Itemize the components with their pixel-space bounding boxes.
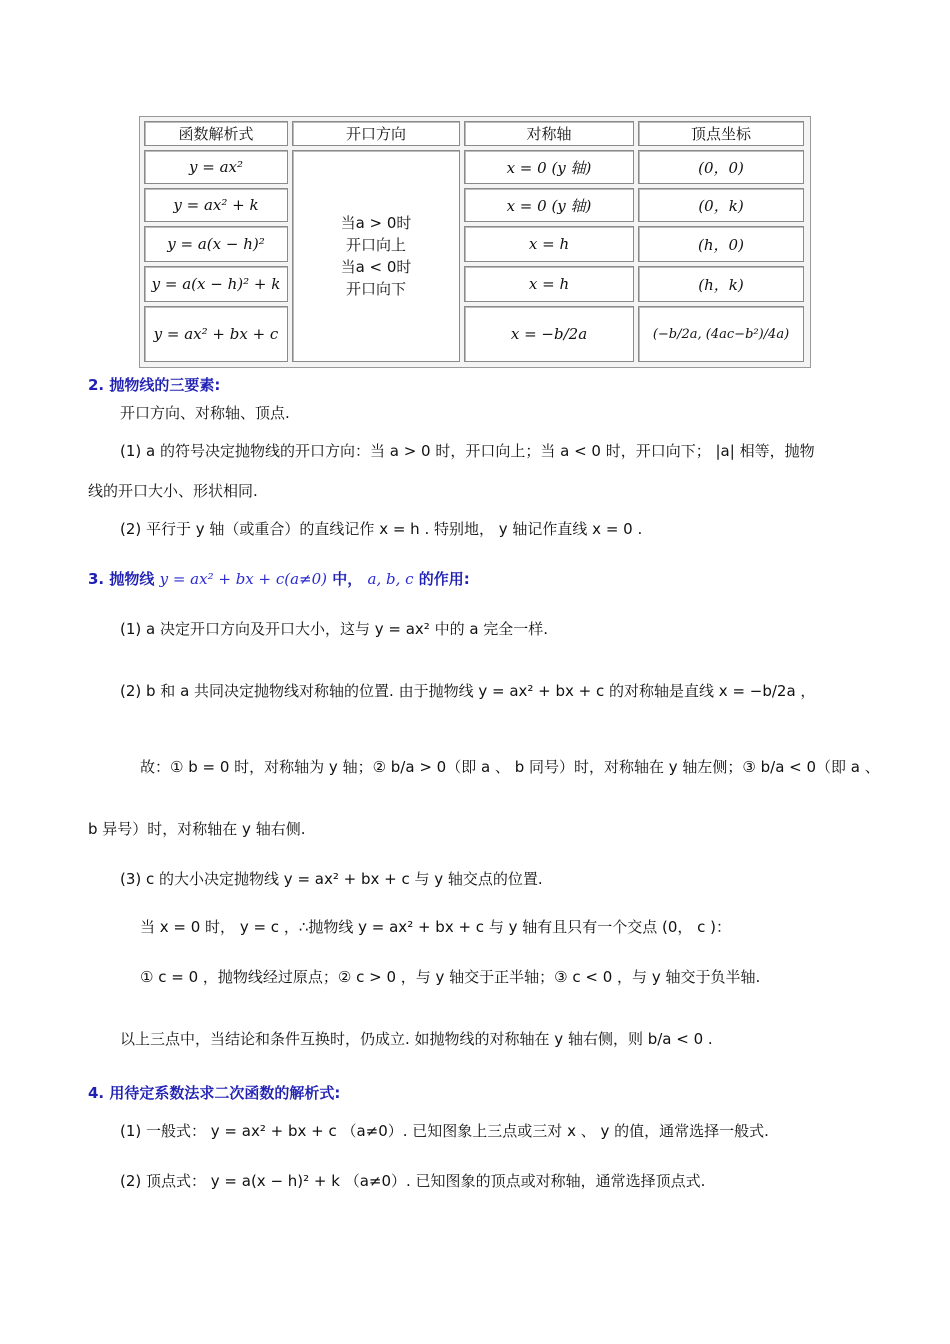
section-3-p4: 以上三点中，当结论和条件互换时，仍成立. 如抛物线的对称轴在 y 轴右侧，则 b/a < 0 . (120, 1030, 713, 1048)
formula-cell: y = ax² (144, 150, 288, 184)
section-4-title: 4. 用待定系数法求二次函数的解析式: (88, 1084, 341, 1102)
formula-cell: y = a(x − h)² + k (144, 266, 288, 302)
direction-line: 开口向上 (345, 236, 406, 254)
section-2-p1-cont: 线的开口大小、形状相同. (88, 482, 258, 500)
properties-table (139, 116, 811, 368)
axis-cell: x = −b/2a (464, 306, 634, 362)
direction-line: 当a < 0时 (340, 258, 412, 276)
title-formula: y = ax² + bx + c(a≠0) (159, 570, 328, 588)
section-3-p3: (3) c 的大小决定抛物线 y = ax² + bx + c 与 y 轴交点的位置. (120, 870, 543, 888)
section-4-p1: (1) 一般式： y = ax² + bx + c （a≠0）. 已知图象上三点或三对 x 、 y 的值，通常选择一般式. (120, 1122, 769, 1140)
section-2-p2: (2) 平行于 y 轴（或重合）的直线记作 x = h . 特别地， y 轴记作直线 x = 0 . (120, 520, 643, 538)
axis-cell: x = 0 (y 轴) (464, 188, 634, 222)
section-3-title (88, 568, 470, 589)
title-part: 3. 抛物线 (88, 570, 155, 588)
section-3-p3c: ① c = 0 ，抛物线经过原点；② c > 0 ，与 y 轴交于正半轴；③ c < 0 ，与 y 轴交于负半轴. (140, 968, 761, 986)
section-3-p2: (2) b 和 a 共同决定抛物线对称轴的位置. 由于抛物线 y = ax² + bx + c 的对称轴是直线 x = −b/2a ， (120, 682, 816, 700)
axis-cell: x = 0 (y 轴) (464, 150, 634, 184)
vertex-cell: (0，k) (638, 188, 804, 222)
vertex-cell: (h，0) (638, 226, 804, 262)
header-direction: 开口方向 (292, 121, 460, 146)
section-2-title: 2. 抛物线的三要素: (88, 376, 221, 394)
formula-cell: y = a(x − h)² (144, 226, 288, 262)
header-vertex: 顶点坐标 (638, 121, 804, 146)
section-4-p2: (2) 顶点式： y = a(x − h)² + k （a≠0）. 已知图象的顶点或对称轴，通常选择顶点式. (120, 1172, 706, 1190)
direction-line: 当a > 0时 (340, 214, 412, 232)
direction-line: 开口向下 (345, 280, 406, 298)
vertex-cell: (−b/2a, (4ac−b²)/4a) (638, 306, 804, 362)
direction-cell (292, 150, 460, 362)
vertex-cell: (0，0) (638, 150, 804, 184)
axis-cell: x = h (464, 266, 634, 302)
section-2-p1: (1) a 的符号决定抛物线的开口方向：当 a > 0 时，开口向上；当 a < 0 时，开口向下； |a| 相等，抛物 (120, 442, 815, 460)
title-part: 的作用: (418, 570, 470, 588)
title-vars: a, b, c (367, 570, 414, 588)
section-3-p3b: 当 x = 0 时， y = c ，∴抛物线 y = ax² + bx + c 与 y 轴有且只有一个交点 (0， c )： (140, 918, 732, 936)
section-3-p1: (1) a 决定开口方向及开口大小，这与 y = ax² 中的 a 完全一样. (120, 620, 549, 638)
section-3-p2c: b 异号）时，对称轴在 y 轴右侧. (88, 820, 306, 838)
section-3-p2b: 故：① b = 0 时，对称轴为 y 轴；② b/a > 0（即 a 、 b 同号）时，对称轴在 y 轴左侧；③ b/a < 0（即 a 、 (140, 758, 880, 776)
formula-cell: y = ax² + bx + c (144, 306, 288, 362)
header-axis: 对称轴 (464, 121, 634, 146)
axis-cell: x = h (464, 226, 634, 262)
title-part: 中， (332, 570, 363, 588)
section-2-line1: 开口方向、对称轴、顶点. (120, 404, 290, 422)
formula-cell: y = ax² + k (144, 188, 288, 222)
vertex-cell: (h，k) (638, 266, 804, 302)
header-formula: 函数解析式 (144, 121, 288, 146)
